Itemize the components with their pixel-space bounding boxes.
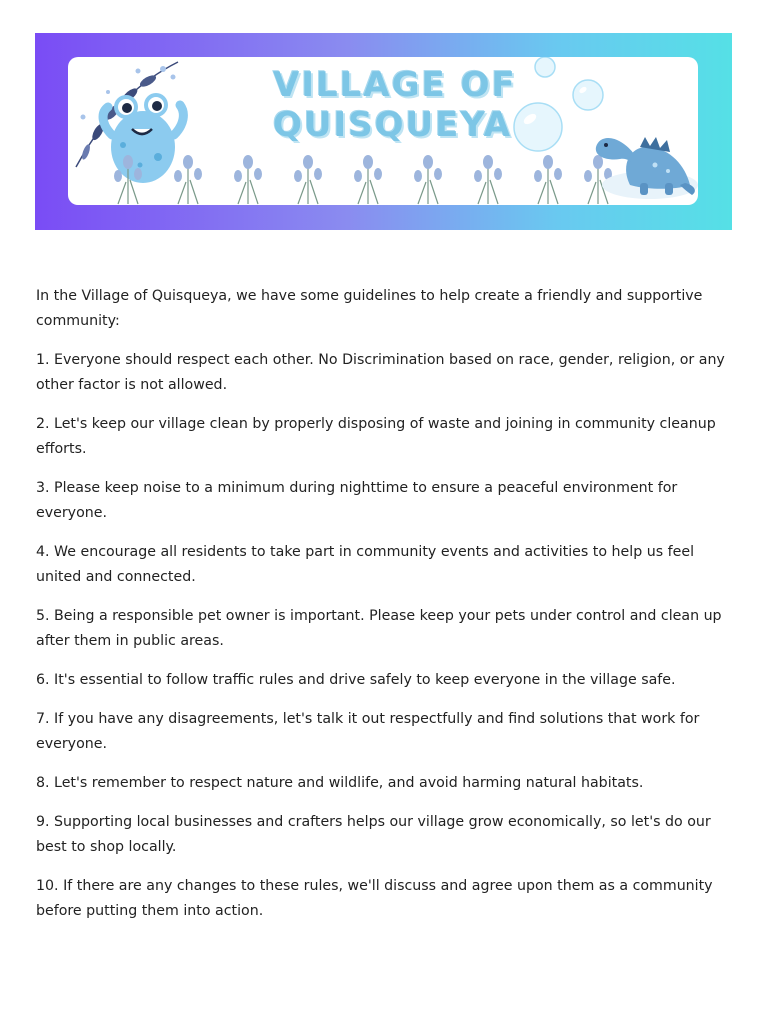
rule-item: 8. Let's remember to respect nature and wildlife, and avoid harming natural habitats. [36, 775, 644, 791]
header-banner [35, 33, 732, 230]
intro-paragraph: In the Village of Quisqueya, we have some guidelines to help create a friendly and supportive community: [36, 288, 703, 329]
guidelines-document [36, 284, 726, 938]
rule-item: 10. If there are any changes to these rules, we'll discuss and agree upon them as a community before putting them into action. [36, 878, 713, 919]
banner-card [68, 57, 698, 205]
title-line-1: VILLAGE OF [273, 65, 517, 105]
rule-item: 7. If you have any disagreements, let's talk it out respectfully and find solutions that work for everyone. [36, 711, 700, 752]
rule-item: 5. Being a responsible pet owner is important. Please keep your pets under control and clean up after them in public areas. [36, 608, 722, 649]
rule-item: 9. Supporting local businesses and crafters helps our village grow economically, so let's do our best to shop locally. [36, 814, 711, 855]
dinosaur-icon [590, 125, 698, 205]
rule-item: 3. Please keep noise to a minimum during nighttime to ensure a peaceful environment for everyone. [36, 480, 678, 521]
title-line-2: QUISQUEYA [273, 105, 513, 145]
rule-item: 6. It's essential to follow traffic rules and drive safely to keep everyone in the village safe. [36, 672, 676, 688]
rule-item: 4. We encourage all residents to take part in community events and activities to help us feel united and connected. [36, 544, 695, 585]
rule-item: 1. Everyone should respect each other. No Discrimination based on race, gender, religion, or any other factor is not allowed. [36, 352, 725, 393]
rule-item: 2. Let's keep our village clean by properly disposing of waste and joining in community cleanup efforts. [36, 416, 716, 457]
page-title [273, 65, 517, 145]
